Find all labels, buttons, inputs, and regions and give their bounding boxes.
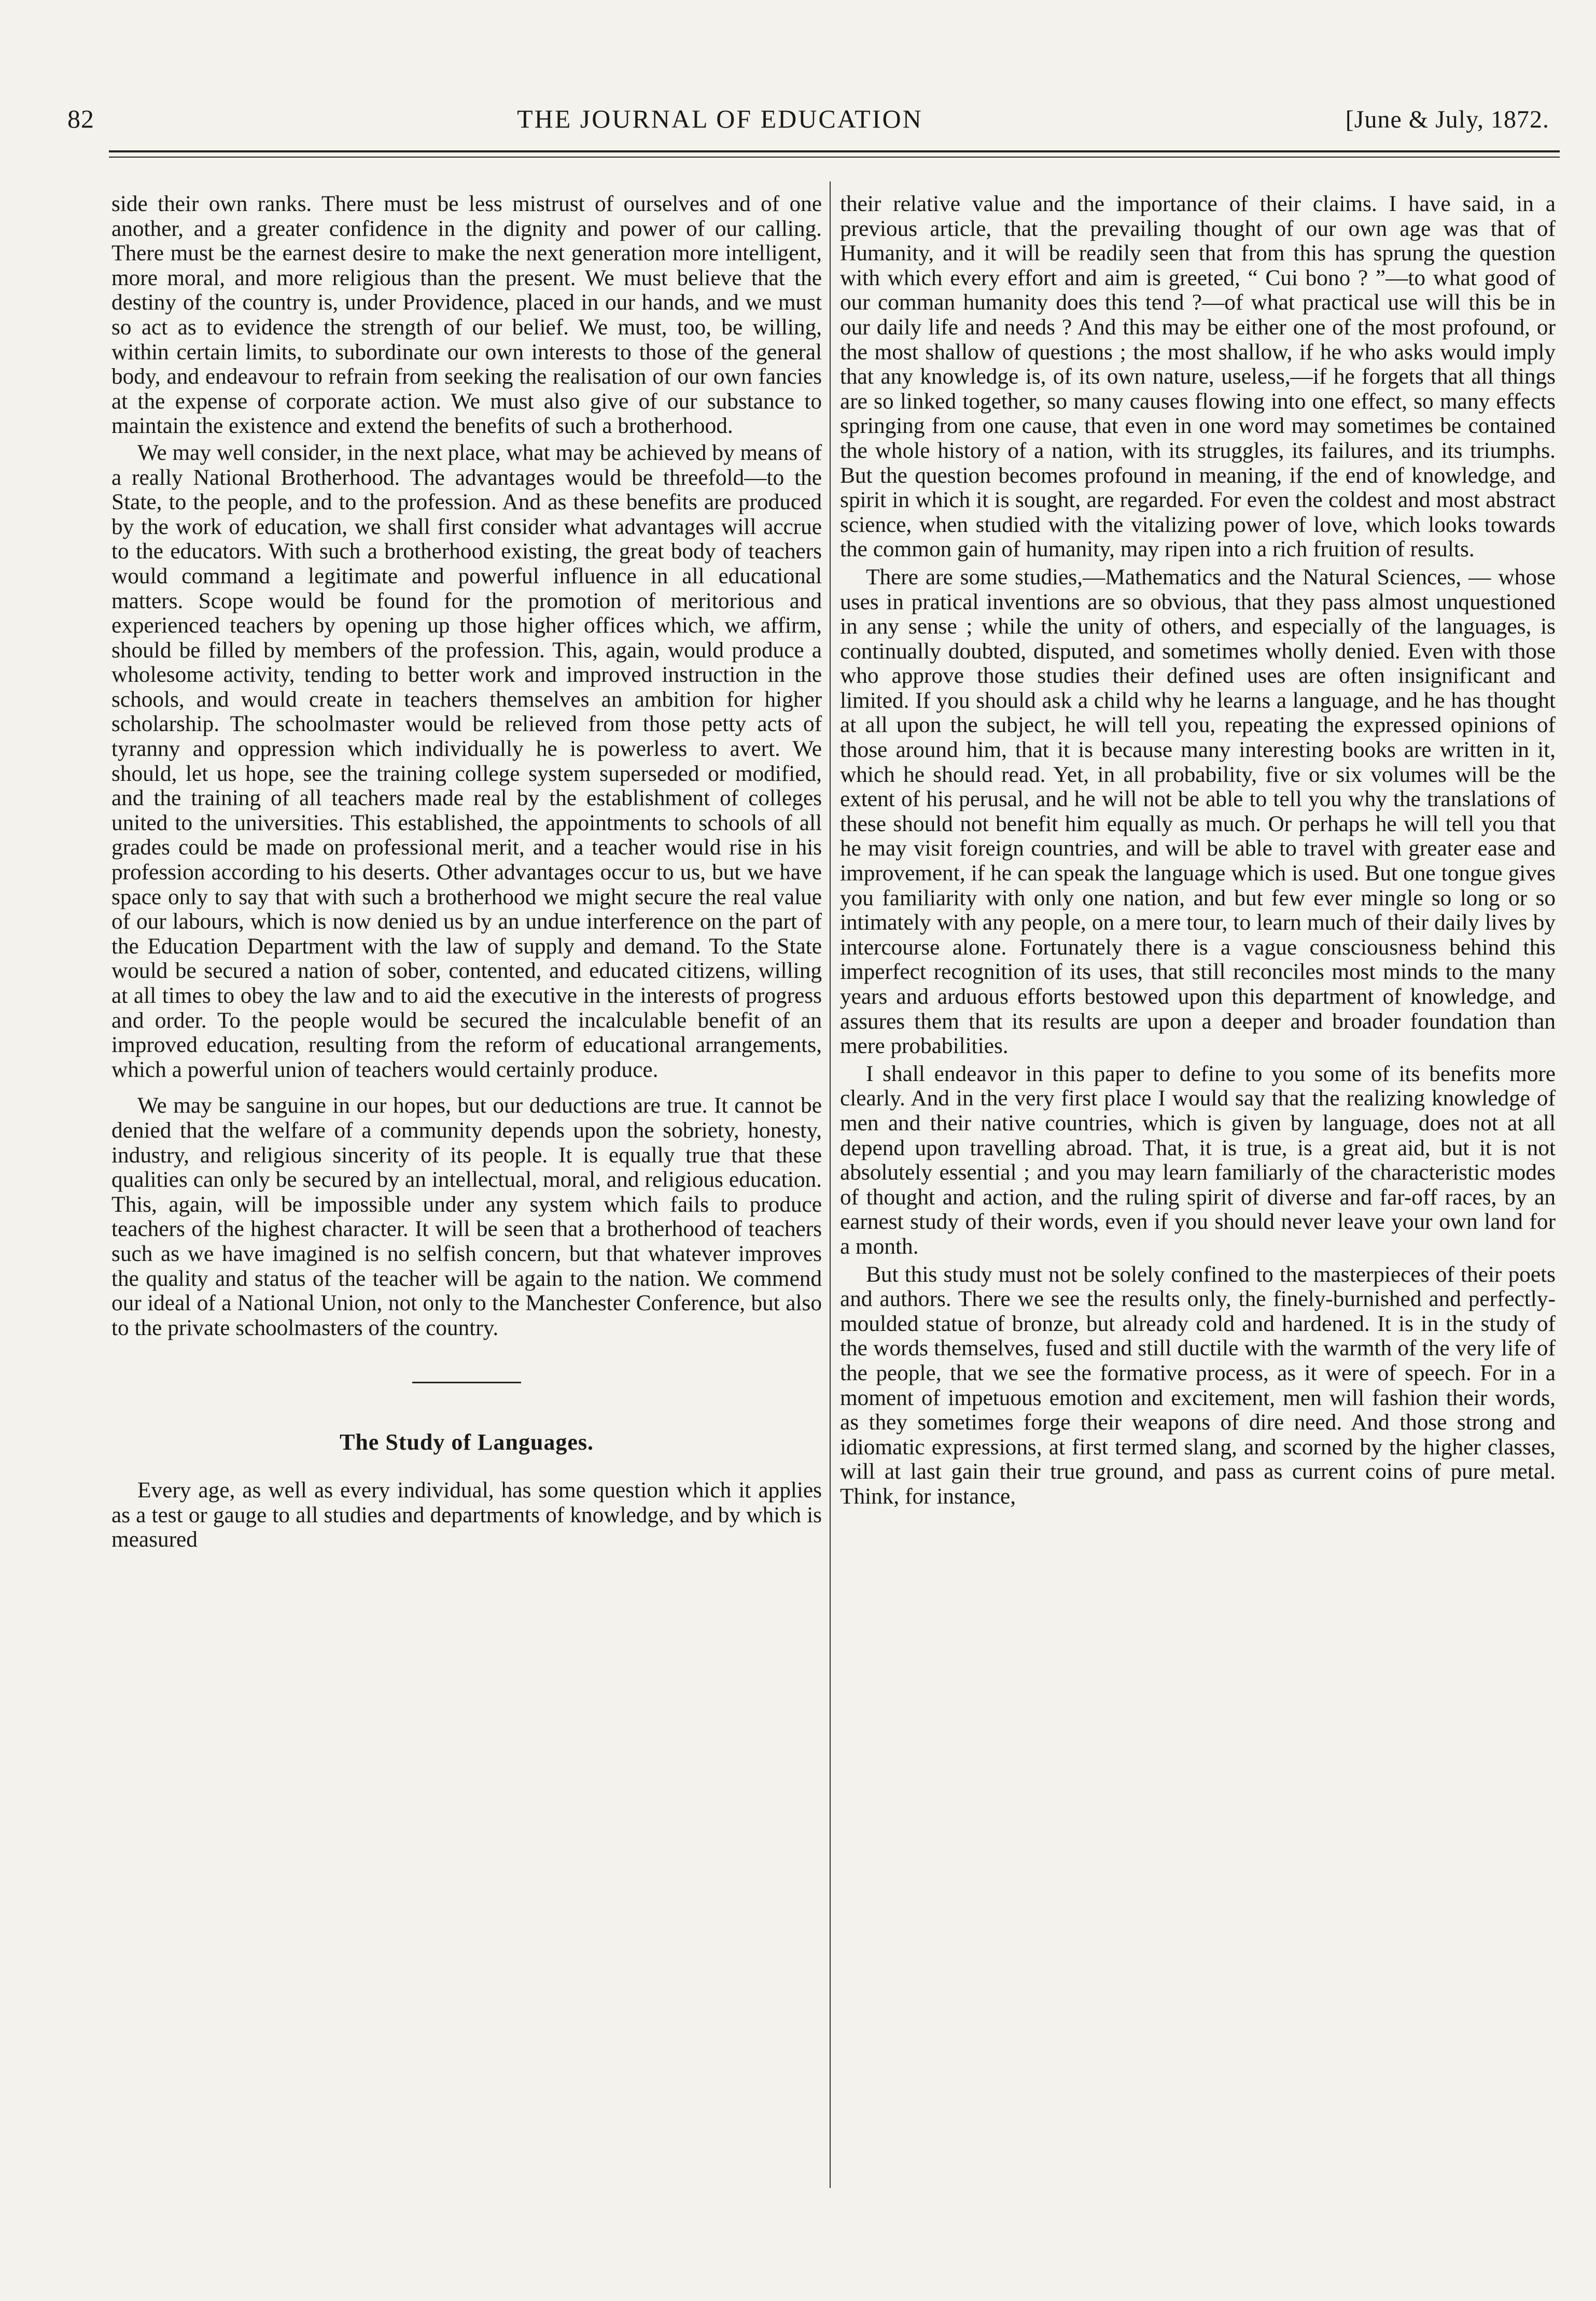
header-rule-thick [109, 150, 1560, 152]
running-header [67, 104, 1549, 135]
page-number: 82 [67, 104, 94, 133]
body-paragraph: Every age, as well as every individual, has some question which it applies as a test or gauge to all studies and departments of knowledge, and by which is measured [111, 1477, 822, 1552]
column-divider [830, 181, 831, 2188]
body-paragraph: We may be sanguine in our hopes, but our deductions are true. It cannot be denied that the welfare of a community depends upon the sobriety, honesty, industry, and religious sincerity of its people. It is equally true that these qualities can only be secured by an intellectual, moral, and religious education. This, again, will be impossible under any system which fails to produce teachers of the highest character. It will be seen that a brotherhood of teachers such as we have imagined is no selfish concern, but that whatever improves the quality and status of the teacher will be again to the nation. We commend our ideal of a National Union, not only to the Manchester Conference, but also to the private schoolmasters of the country. [111, 1093, 822, 1340]
section-separator [412, 1382, 521, 1383]
body-paragraph: their relative value and the importance of their claims. I have said, in a previous article, that the prevailing thought of our own age was that of Humanity, and it will be readily seen that from this has sprung the question with which every effort and aim is greeted, “ Cui bono ? ”—to what good of our comman humanity does this tend ?—of what practical use will this be in our daily life and needs ? And this may be either one of the most profound, or the most shallow of questions ; the most shallow, if he who asks would imply that any knowledge is, of its own nature, useless,—if he forgets that all things are so linked together, so many causes flowing into one effect, so many effects springing from one cause, that even in one word may sometimes be contained the whole history of a nation, with its struggles, its failures, and its triumphs. But the question becomes profound in meaning, if the end of knowledge, and spirit in which it is sought, are regarded. For even the coldest and most abstract science, when studied with the vitalizing power of love, which looks towards the common gain of humanity, may ripen into a rich fruition of results. [840, 191, 1556, 562]
body-paragraph: There are some studies,—Mathematics and the Natural Sciences, — whose uses in pratical inventions are so obvious, that they pass almost unquestioned in any sense ; while the unity of others, and especially of the languages, is continually doubted, disputed, and sometimes wholly denied. Even with those who approve those studies their defined uses are often insignificant and limited. If you should ask a child why he learns a language, and he has thought at all upon the subject, he will tell you, repeating the expressed opinions of those around him, that it is because many interesting books are written in it, which he should read. Yet, in all probability, five or six volumes will be the extent of his perusal, and he will not be able to tell you why the translations of these should not benefit him equally as much. Or perhaps he will tell you that he may visit foreign countries, and will be able to travel with greater ease and improvement, if he can speak the language which is used. But one tongue gives you familiarity with only one nation, and but few ever mingle so long or so intimately with any people, on a mere tour, to learn much of their daily lives by intercourse alone. Fortunately there is a vague consciousness behind this imperfect recognition of its uses, that still reconciles most minds to the many years and arduous efforts bestowed upon this department of knowledge, and assures them that its results are upon a deeper and broader foundation than mere probabilities. [840, 564, 1556, 1059]
issue-date: [June & July, 1872. [1345, 106, 1549, 133]
section-title: The Study of Languages. [339, 1429, 594, 1455]
body-paragraph: We may well consider, in the next place, what may be achieved by means of a really National Brotherhood. The advantages would be threefold—to the State, to the people, and to the profession. And as these benefits are produced by the work of education, we shall first consider what advantages will accrue to the educators. With such a brotherhood existing, the great body of teachers would command a legitimate and powerful influence in all educational matters. Scope would be found for the promotion of meritorious and experienced teachers by opening up those higher offices which, we affirm, should be filled by members of the profession. This, again, would produce a wholesome activity, tending to better work and improved instruction in the schools, and would create in teachers themselves an ambition for higher scholarship. The schoolmaster would be relieved from those petty acts of tyranny and oppression which individually he is powerless to avert. We should, let us hope, see the training college system superseded or modified, and the training of all teachers made real by the establishment of colleges united to the universities. This established, the appointments to schools of all grades could be made on professional merit, and a teacher would rise in his profession according to his deserts. Other advantages occur to us, but we have space only to say that with such a brotherhood we might secure the real value of our labours, which is now denied us by an undue interference on the part of the Education Department with the law of supply and demand. To the State would be secured a nation of sober, contented, and educated citizens, willing at all times to obey the law and to aid the executive in the interests of progress and order. To the people would be secured the incalculable benefit of an improved education, resulting from the reform of educational arrangements, which a powerful union of teachers would certainly produce. [111, 440, 822, 1082]
right-column [840, 192, 1556, 1512]
body-paragraph: I shall endeavor in this paper to define to you some of its benefits more clearly. And in the very first place I would say that the realizing knowledge of men and their native countries, which is given by language, does not at all depend upon travelling abroad. That, it is true, is a great aid, but it is not absolutely essential ; and you may learn familiarly of the characteristic modes of thought and action, and the ruling spirit of diverse and far-off races, by an earnest study of their words, even if you should never leave your own land for a month. [840, 1061, 1556, 1259]
journal-title: THE JOURNAL OF EDUCATION [517, 104, 923, 133]
header-rule-thin [109, 157, 1560, 158]
body-paragraph: But this study must not be solely confined to the masterpieces of their poets and authors. There we see the results only, the finely-burnished and perfectly-moulded statue of bronze, but already cold and hardened. It is in the study of the words themselves, fused and still ductile with the warmth of the very life of the people, that we see the formative process, as it were of speech. For in a moment of impetuous emotion and excitement, men will fashion their words, as they sometimes forge their weapons of dire need. And those strong and idiomatic expressions, at first termed slang, and scorned by the higher classes, will at last gain their true ground, and pass as current coins of pure metal. Think, for instance, [840, 1261, 1556, 1509]
left-column [111, 192, 822, 1552]
body-paragraph: side their own ranks. There must be less mistrust of ourselves and of one another, and a greater confidence in the dignity and power of our calling. There must be the earnest desire to make the next generation more intelligent, more moral, and more religious than the present. We must believe that the destiny of the country is, under Providence, placed in our hands, and we must so act as to evidence the strength of our belief. We must, too, be willing, within certain limits, to subordinate our own interests to those of the general body, and endeavour to refrain from seeking the realisation of our own fancies at the expense of corporate action. We must also give of our substance to maintain the existence and extend the benefits of such a brotherhood. [111, 191, 822, 439]
